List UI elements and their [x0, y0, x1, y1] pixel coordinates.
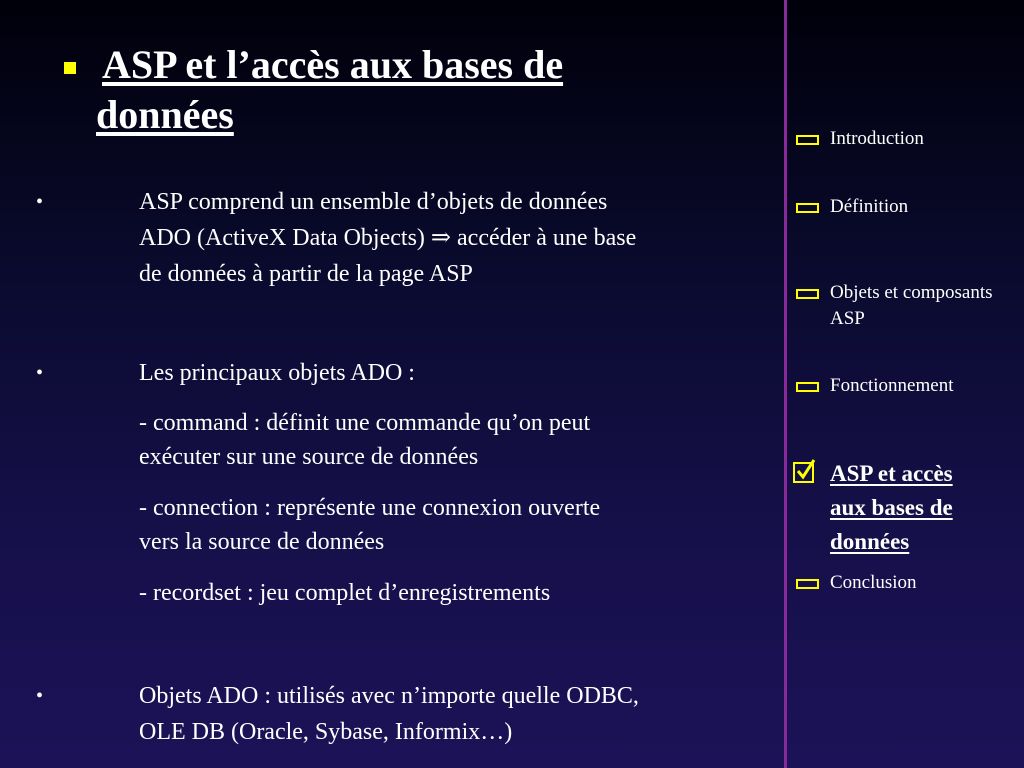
rectangle-bullet-icon — [796, 135, 819, 145]
bullet-dot: • — [36, 685, 44, 707]
sub-item-command: - command : définit une commande qu’on peut exécuter sur une source de données — [139, 410, 591, 470]
nav-item-objets[interactable]: Objets et composants ASP — [830, 282, 993, 329]
sub-item-connection: - connection : représente une connexion ouverte vers la source de données — [139, 495, 601, 555]
bullet-1-text — [139, 184, 749, 292]
bullet-1-line1: ASP comprend un ensemble d’objets de données — [139, 189, 608, 215]
slide-title — [96, 40, 716, 140]
rectangle-bullet-icon — [796, 289, 819, 299]
square-bullet-icon — [64, 62, 76, 74]
nav-item-conclusion[interactable]: Conclusion — [830, 572, 917, 593]
bullet-dot: • — [36, 191, 44, 213]
sub-item-recordset: - recordset : jeu complet d’enregistrements — [139, 580, 551, 606]
bullet-2-text: Les principaux objets ADO : — [139, 360, 415, 386]
bullet-3-text: Objets ADO : utilisés avec n’importe quelle ODBC, OLE DB (Oracle, Sybase, Informix…) — [139, 683, 639, 745]
checkbox-checked-icon — [792, 458, 818, 484]
rectangle-bullet-icon — [796, 382, 819, 392]
implies-arrow-icon: ⇒ — [430, 225, 452, 251]
vertical-divider — [784, 0, 787, 768]
bullet-1-line3: de données à partir de la page ASP — [139, 261, 473, 287]
nav-item-fonctionnement[interactable]: Fonctionnement — [830, 375, 954, 396]
nav-item-introduction[interactable]: Introduction — [830, 128, 924, 149]
rectangle-bullet-icon — [796, 203, 819, 213]
slide-title-line2: données — [96, 92, 234, 137]
nav-item-active[interactable]: ASP et accès aux bases de données — [830, 461, 953, 554]
bullet-dot: • — [36, 362, 44, 384]
bullet-1-line2: ADO (ActiveX Data Objects) ⇒ accéder à une base — [139, 225, 637, 251]
rectangle-bullet-icon — [796, 579, 819, 589]
nav-item-definition[interactable]: Définition — [830, 196, 909, 217]
slide-title-line1: ASP et l’accès aux bases de — [102, 42, 564, 87]
